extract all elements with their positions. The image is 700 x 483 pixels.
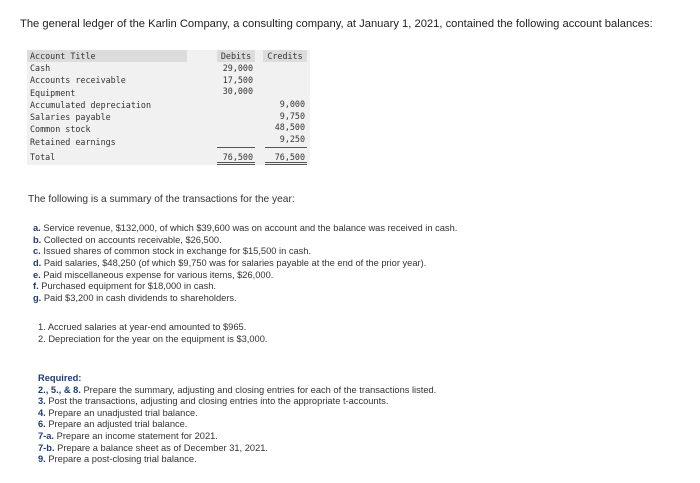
account-name: Accounts receivable [30, 75, 126, 86]
debit-sum-rule [217, 147, 255, 148]
list-item: 7-b. Prepare a balance sheet as of December 31, 2021. [38, 442, 268, 453]
list-item: 6. Prepare an adjusted trial balance. [38, 419, 188, 430]
credit-sum-rule [265, 147, 307, 148]
account-name: Equipment [30, 87, 76, 98]
debit-value: 29,000 [222, 63, 253, 73]
list-item: a. Service revenue, $132,000, of which $39,600 was on account and the balance was received in cash. [33, 223, 458, 233]
total-row [30, 151, 55, 163]
list-item: 3. Post the transactions, adjusting and closing entries into the appropriate t-accounts. [38, 396, 389, 407]
debit-value: 17,500 [222, 74, 253, 85]
credit-value: 9,250 [279, 133, 305, 144]
account-title-header: Account Title [27, 50, 187, 62]
debit-value: 30,000 [222, 86, 253, 96]
total-debits: 76,500 [222, 152, 253, 162]
account-titles [30, 62, 151, 148]
credit-column [263, 99, 305, 145]
credit-value: 48,500 [274, 122, 305, 132]
credits-header: Credits [263, 50, 307, 62]
transaction-list [33, 223, 457, 305]
list-item: 7-a. Prepare an income statement for 2021. [38, 430, 218, 441]
debits-header: Debits [217, 50, 255, 62]
list-item: 2. Depreciation for the year on the equipment is $3,000. [38, 333, 268, 344]
debit-double-rule [217, 162, 255, 165]
list-item: g. Paid $3,200 in cash dividends to shareholders. [33, 293, 237, 304]
total-credits: 76,500 [274, 152, 305, 162]
required-heading: Required: [38, 373, 82, 383]
list-item: c. Issued shares of common stock in exchange for $15,500 in cash. [33, 246, 312, 257]
credit-value: 9,000 [279, 99, 305, 109]
debit-column [217, 63, 253, 98]
account-name: Common stock [30, 124, 91, 135]
list-item: b. Collected on accounts receivable, $26,500. [33, 234, 222, 245]
list-item: e. Paid miscellaneous expense for various items, $26,000. [33, 269, 274, 280]
list-item: f. Purchased equipment for $18,000 in cash. [33, 281, 216, 292]
list-item: 2., 5., & 8. Prepare the summary, adjusting and closing entries for each of the transactions listed. [38, 384, 437, 395]
credit-double-rule [265, 162, 307, 165]
summary-intro: The following is a summary of the transactions for the year: [28, 194, 295, 205]
account-name: Cash [30, 63, 51, 73]
total-label: Total [30, 152, 56, 162]
intro-text: The general ledger of the Karlin Company, a consulting company, at January 1, 2021, contained the following account balances: [20, 18, 653, 30]
required-section [38, 373, 436, 466]
list-item: 1. Accrued salaries at year-end amounted to $965. [38, 322, 247, 332]
credit-value: 9,750 [279, 110, 305, 121]
account-name: Accumulated depreciation [30, 99, 152, 110]
account-name: Retained earnings [30, 136, 116, 147]
ledger-table [27, 50, 310, 165]
list-item: d. Paid salaries, $48,250 (of which $9,750 was for salaries payable at the end of the prior year). [33, 258, 427, 269]
list-item: 4. Prepare an unadjusted trial balance. [38, 407, 198, 418]
adjustment-list [38, 322, 267, 345]
account-name: Salaries payable [30, 112, 111, 123]
list-item: 9. Prepare a post-closing trial balance. [38, 454, 197, 465]
